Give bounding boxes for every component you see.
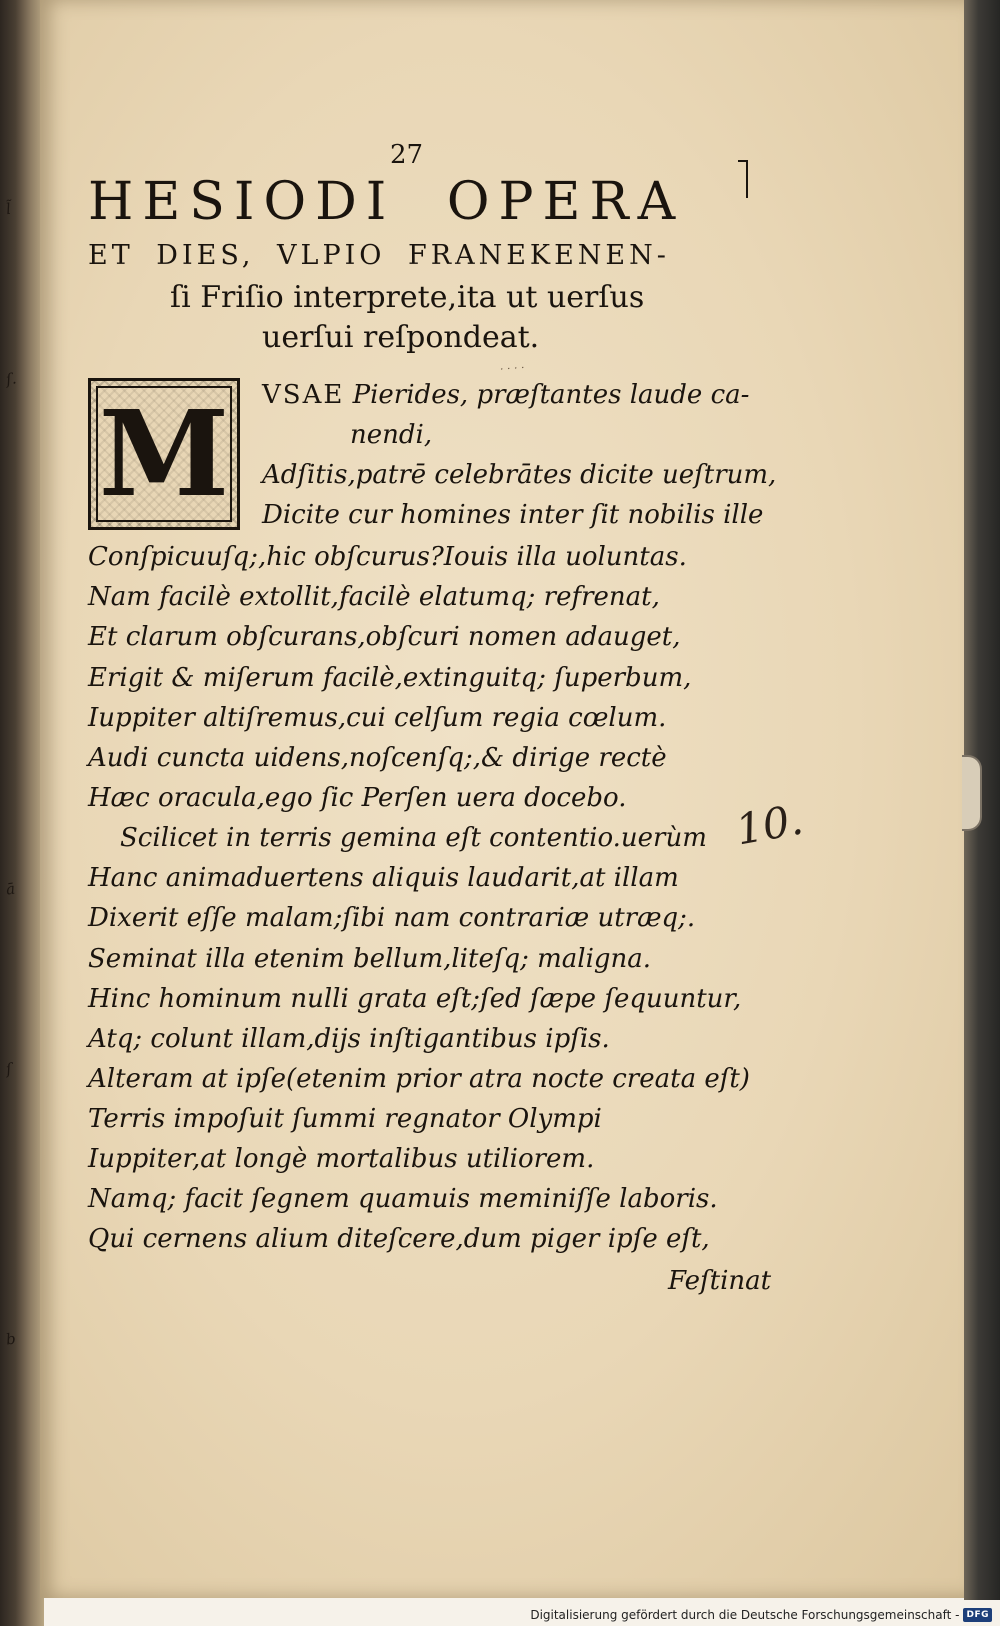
verse-line: Dicite cur homines inter ſit nobilis ille: [262, 500, 764, 530]
verse-line: Erigit & miſerum facilè,extinguitq; ſuperbum,: [88, 663, 692, 693]
credit-text: Digitalisierung gefördert durch die Deutsche Forschungsgemeinschaft -: [530, 1608, 960, 1622]
verse-line: Et clarum obſcurans,obſcuri nomen adauget,: [88, 622, 681, 652]
dfg-logo: DFG: [963, 1608, 992, 1622]
verse-line: Audi cuncta uidens,noſcenſq;,& dirige rectè: [88, 743, 667, 773]
verse-line: Atq; colunt illam,dijs inſtigantibus ipſis.: [88, 1024, 610, 1054]
page-number: 27: [390, 140, 424, 170]
verse-line: Namq; facit ſegnem quamuis meminiſſe laboris.: [88, 1184, 718, 1214]
previous-leaf-edge: [0, 0, 44, 1626]
title-line-2: ET DIES, VLPIO FRANEKENEN-: [88, 240, 670, 271]
title-line-3: ſi Friſio interprete,ita ut uerſus: [170, 280, 645, 315]
decorated-initial: [88, 378, 240, 530]
title-bracket-mark: [738, 160, 748, 198]
margin-fragment: ſ: [4, 1059, 13, 1079]
verse-line: Adſitis,patrē celebrātes dicite ueſtrum,: [262, 460, 777, 490]
title-line-1: HESIODI OPERA: [88, 172, 685, 232]
verse-line: Dixerit eſſe malam;ſibi nam contrariæ utræq;.: [88, 903, 696, 933]
verse-line: [262, 380, 749, 410]
verse-line: Terris impoſuit ſummi regnator Olympi: [88, 1104, 602, 1134]
verse-line: Conſpicuuſq;,hic obſcurus?Iouis illa uoluntas.: [88, 542, 687, 572]
verse-lead-caps: VSAE: [262, 380, 345, 410]
catchword: Feſtinat: [668, 1266, 772, 1296]
verse-line: Iuppiter,at longè mortalibus utiliorem.: [88, 1144, 595, 1174]
handwritten-margin-number: 10.: [732, 794, 807, 855]
margin-fragment: b: [4, 1329, 17, 1349]
margin-fragment: ā: [4, 879, 17, 899]
verse-line: Hinc hominum nulli grata eſt;ſed ſæpe ſequuntur,: [88, 984, 742, 1014]
verse-line: Nam facilè extollit,facilè elatumq; refrenat,: [88, 582, 660, 612]
verse-line: nendi,: [350, 420, 433, 450]
verse-line: Qui cernens alium diteſcere,dum piger ipſe eſt,: [88, 1224, 710, 1254]
verse-line: Iuppiter altiſremus,cui celſum regia cœlum.: [88, 703, 667, 733]
verse-line: Hæc oracula,ego ſic Perſen uera docebo.: [88, 783, 627, 813]
digitization-credit: [530, 1608, 992, 1622]
title-line-4: uerſui reſpondeat.: [262, 320, 540, 355]
verse-line: Scilicet in terris gemina eſt contentio.uerùm: [120, 823, 707, 853]
verse-line: Seminat illa etenim bellum,liteſq; maligna.: [88, 944, 652, 974]
page-tab-marker: [962, 755, 982, 831]
initial-letter: M: [96, 386, 232, 522]
margin-fragment: l̃: [4, 199, 13, 219]
margin-fragment: ſ.: [4, 369, 18, 389]
handwritten-interlinear-note: · · · ·: [499, 361, 525, 376]
verse-text: Pierides, præſtantes laude ca-: [344, 380, 750, 410]
verse-line: Hanc animaduertens aliquis laudarit,at illam: [88, 863, 679, 893]
verse-line: Alteram at ipſe(etenim prior atra nocte creata eſt): [88, 1064, 750, 1094]
